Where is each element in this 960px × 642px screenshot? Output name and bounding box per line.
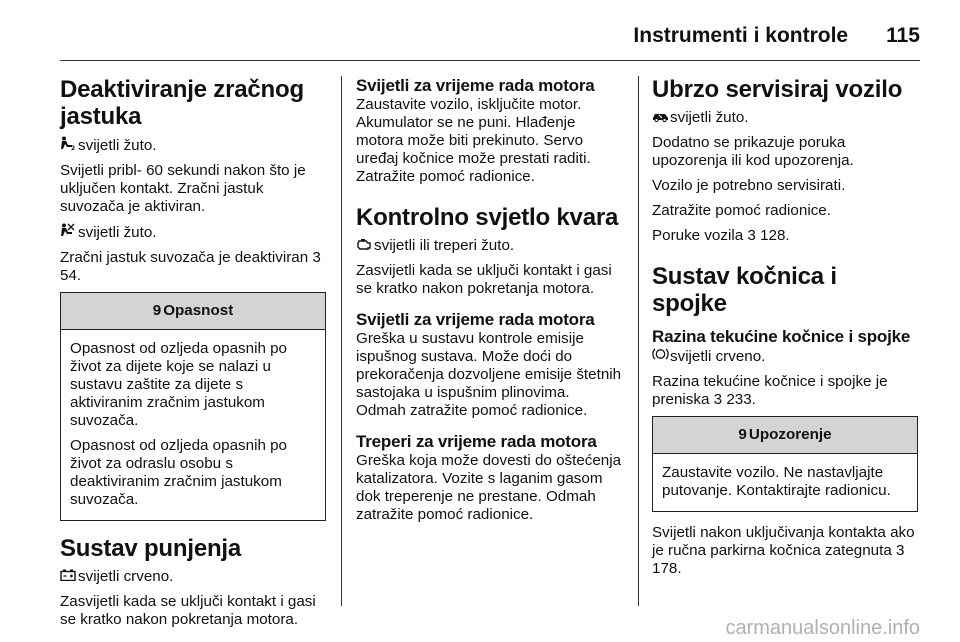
paragraph: Opasnost od ozljeda opasnih po život za odraslu osobu s deaktiviranim zračnim jastukom suvozača.: [70, 437, 288, 508]
paragraph-text: Svijetli nakon uključivanja kontakta ako je ručna parkirna kočnica zategnuta: [652, 524, 915, 559]
page-ref-icon: 3: [747, 227, 756, 244]
service-car-icon: [652, 109, 670, 127]
section-title-malfunction: Kontrolno svjetlo kvara: [356, 204, 619, 231]
page-ref[interactable]: 54.: [60, 267, 82, 284]
svg-text:2: 2: [71, 145, 75, 150]
danger-box-title: Opasnost: [163, 302, 234, 319]
subsection-title: Treperi za vrijeme rada motora: [356, 432, 597, 451]
page-title: Instrumenti i kontrole: [633, 24, 849, 47]
paragraph-text: svijetli žuto.: [670, 109, 749, 126]
warning-triangle-icon: 9: [152, 302, 162, 319]
paragraph-text: svijetli žuto.: [78, 137, 157, 154]
paragraph-text: Razina tekućine kočnice i spojke je preniska: [652, 373, 888, 408]
airbag-off-icon: [60, 223, 78, 242]
paragraph-text: svijetli crveno.: [670, 348, 766, 365]
header-rule: [60, 60, 920, 61]
paragraph: Zaustavite vozilo. Ne nastavljajte putovanje. Kontaktirajte radionicu.: [662, 464, 891, 499]
column-2: [356, 76, 622, 531]
paragraph: Greška u sustavu kontrole emisije ispušnog sustava. Može doći do prekoračenja dozvoljene emisije štetnih sastojaka u ispušnim plinovima. Odmah zatražite pomoć radionice.: [356, 330, 622, 419]
subsection-title: Svijetli za vrijeme rada motora: [356, 76, 595, 95]
page-ref-icon: 3: [312, 249, 321, 266]
page-ref-icon: 3: [713, 391, 723, 408]
airbag-on-icon: [60, 136, 78, 155]
section-title-service: Ubrzo servisiraj vozilo: [652, 76, 903, 103]
paragraph: [356, 237, 622, 255]
paragraph-text: Poruke vozila: [652, 227, 744, 244]
section-title-brakes: Sustav kočnica i spojke: [652, 263, 837, 317]
paragraph: [60, 223, 326, 242]
warning-box-title: Upozorenje: [748, 426, 832, 443]
engine-icon: [356, 237, 374, 255]
warning-triangle-icon: 9: [738, 426, 747, 443]
subsection-title: Svijetli za vrijeme rada motora: [356, 310, 595, 329]
brake-icon: [652, 347, 670, 366]
paragraph-text: Zračni jastuk suvozača je deaktiviran: [60, 249, 309, 266]
warning-box: [652, 416, 918, 512]
paragraph: [60, 136, 326, 155]
paragraph: Opasnost od ozljeda opasnih po život za dijete koje se nalazi u sustavu zaštite za dijete s aktiviranim zračnim jastukom suvozača.: [70, 340, 288, 429]
page-ref[interactable]: 178.: [652, 560, 682, 577]
page-ref-icon: 3: [896, 542, 905, 559]
page-header: [60, 16, 920, 56]
subsection-title: Razina tekućine kočnice i spojke: [652, 327, 911, 346]
battery-icon: [60, 568, 78, 586]
watermark: carmanualsonline.info: [725, 617, 920, 639]
paragraph: [652, 347, 918, 366]
paragraph: [652, 373, 918, 409]
paragraph: Vozilo je potrebno servisirati.: [652, 177, 846, 194]
paragraph: [652, 109, 918, 127]
paragraph: Zasvijetli kada se uključi kontakt i gasi se kratko nakon pokretanja motora.: [60, 593, 316, 628]
page-ref[interactable]: 233.: [726, 391, 756, 408]
section-title-charging: Sustav punjenja: [60, 535, 242, 562]
page-number: 115: [886, 24, 920, 47]
paragraph: [652, 524, 918, 578]
paragraph: Greška koja može dovesti do oštećenja katalizatora. Vozite s laganim gasom dok treperenje ne prestane. Odmah zatražite pomoć radionice.: [356, 452, 622, 523]
column-3: [652, 76, 918, 585]
column-divider: [341, 76, 342, 606]
warning-box-header: [653, 417, 917, 454]
paragraph-text: svijetli žuto.: [78, 224, 157, 241]
column-divider: [638, 76, 639, 606]
paragraph: [60, 568, 326, 586]
danger-box-body: [61, 330, 325, 520]
paragraph: Dodatno se prikazuje poruka upozorenja ili kod upozorenja.: [652, 134, 854, 169]
paragraph: [60, 249, 326, 285]
paragraph: Svijetli pribl- 60 sekundi nakon što je uključen kontakt. Zračni jastuk suvozača je aktiviran.: [60, 162, 306, 215]
paragraph-text: svijetli ili treperi žuto.: [374, 237, 515, 254]
paragraph: [652, 227, 918, 245]
paragraph: Zatražite pomoć radionice.: [652, 202, 831, 219]
column-1: [60, 76, 326, 636]
paragraph: Zasvijetli kada se uključi kontakt i gasi se kratko nakon pokretanja motora.: [356, 262, 612, 297]
paragraph: Zaustavite vozilo, isključite motor. Akumulator se ne puni. Hlađenje motora može biti prekinuto. Servo uređaj kočnice može prestati raditi. Zatražite pomoć radionice.: [356, 96, 591, 185]
danger-box-header: [61, 293, 325, 330]
section-title-airbag: Deaktiviranje zračnog jastuka: [60, 76, 304, 130]
page-ref[interactable]: 128.: [760, 227, 790, 244]
warning-box-body: [653, 454, 917, 511]
paragraph-text: svijetli crveno.: [78, 568, 174, 585]
danger-box: [60, 292, 326, 521]
